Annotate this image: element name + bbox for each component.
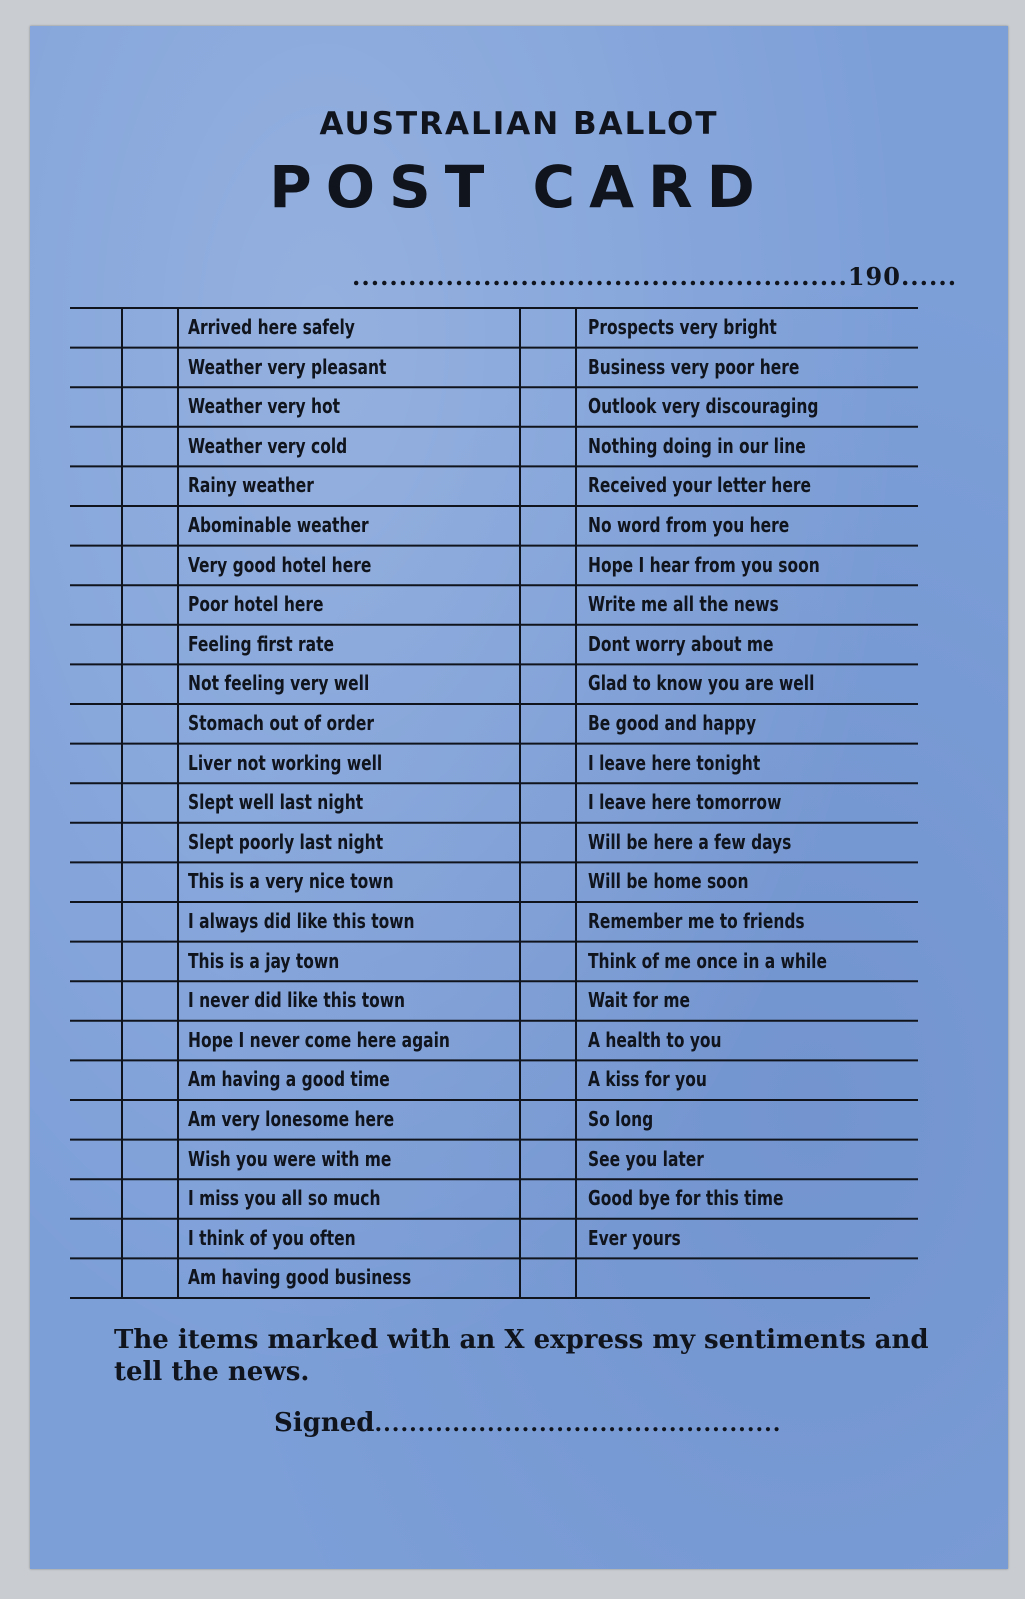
right-item-18: Wait for me xyxy=(588,988,690,1013)
right-item-5: Received your letter here xyxy=(588,473,811,498)
left-item-21: Am very lonesome here xyxy=(188,1107,395,1131)
left-checkbox-11[interactable] xyxy=(122,704,178,744)
left-item-20: Am having a good time xyxy=(188,1067,390,1092)
right-item-6: No word from you here xyxy=(588,513,790,537)
right-item-4: Nothing doing in our line xyxy=(588,433,806,458)
right-checkbox-1[interactable] xyxy=(520,308,576,348)
right-item-7: Hope I hear from you soon xyxy=(588,552,820,577)
right-checkbox-18[interactable] xyxy=(520,981,576,1021)
right-checkbox-20[interactable] xyxy=(520,1060,576,1100)
right-item-15: Will be home soon xyxy=(588,869,749,894)
right-checkbox-17[interactable] xyxy=(520,942,576,982)
right-checkbox-23[interactable] xyxy=(520,1179,576,1219)
card-heading-line2: POST CARD xyxy=(269,153,769,221)
right-checkbox-4[interactable] xyxy=(520,427,576,467)
left-checkbox-12[interactable] xyxy=(122,744,178,784)
left-item-15: This is a very nice town xyxy=(188,869,394,894)
left-item-1: Arrived here safely xyxy=(188,315,355,339)
right-item-19: A health to you xyxy=(588,1027,722,1052)
right-checkbox-16[interactable] xyxy=(520,902,576,942)
left-checkbox-24[interactable] xyxy=(122,1219,178,1259)
left-checkbox-14[interactable] xyxy=(122,823,178,863)
right-item-21: So long xyxy=(588,1107,654,1131)
left-item-2: Weather very pleasant xyxy=(188,354,387,379)
right-checkbox-6[interactable] xyxy=(520,506,576,546)
signed-label: Signed xyxy=(274,1408,375,1438)
left-item-10: Not feeling very well xyxy=(188,671,370,696)
left-checkbox-19[interactable] xyxy=(122,1021,178,1061)
left-checkbox-5[interactable] xyxy=(122,466,178,506)
left-item-14: Slept poorly last night xyxy=(188,829,384,854)
right-checkbox-12[interactable] xyxy=(520,744,576,784)
date-line: .....................................................190...... xyxy=(352,262,958,291)
left-checkbox-1[interactable] xyxy=(122,308,178,348)
right-checkbox-21[interactable] xyxy=(520,1100,576,1140)
left-checkbox-3[interactable] xyxy=(122,387,178,427)
right-item-11: Be good and happy xyxy=(588,711,757,735)
left-item-4: Weather very cold xyxy=(188,433,348,458)
right-item-1: Prospects very bright xyxy=(588,315,777,339)
left-checkbox-16[interactable] xyxy=(122,902,178,942)
right-checkbox-14[interactable] xyxy=(520,823,576,863)
card-heading-line1: AUSTRALIAN BALLOT xyxy=(319,106,719,142)
right-checkbox-22[interactable] xyxy=(520,1140,576,1180)
right-item-3: Outlook very discouraging xyxy=(588,394,819,419)
left-checkbox-9[interactable] xyxy=(122,625,178,665)
left-checkbox-13[interactable] xyxy=(122,783,178,823)
left-item-3: Weather very hot xyxy=(188,394,341,419)
left-checkbox-22[interactable] xyxy=(122,1140,178,1180)
footer-statement: The items marked with an X express my sentiments and tell the news. xyxy=(114,1325,929,1387)
left-item-24: I think of you often xyxy=(188,1225,356,1250)
left-item-18: I never did like this town xyxy=(188,988,406,1013)
right-item-9: Dont worry about me xyxy=(588,631,774,656)
left-item-13: Slept well last night xyxy=(188,790,364,815)
left-item-6: Abominable weather xyxy=(188,513,369,537)
right-item-24: Ever yours xyxy=(588,1225,681,1250)
right-checkbox-2[interactable] xyxy=(520,348,576,388)
left-checkbox-10[interactable] xyxy=(122,664,178,704)
right-item-22: See you later xyxy=(588,1146,704,1171)
signature-dots: ............................................... xyxy=(374,1411,782,1437)
postcard xyxy=(30,26,1008,1569)
left-checkbox-8[interactable] xyxy=(122,585,178,625)
left-checkbox-2[interactable] xyxy=(122,348,178,388)
left-item-12: Liver not working well xyxy=(188,750,383,775)
right-item-20: A kiss for you xyxy=(588,1067,707,1092)
left-checkbox-23[interactable] xyxy=(122,1179,178,1219)
left-item-5: Rainy weather xyxy=(188,473,314,498)
left-checkbox-20[interactable] xyxy=(122,1060,178,1100)
right-item-16: Remember me to friends xyxy=(588,909,805,933)
right-item-12: I leave here tonight xyxy=(588,750,761,775)
left-item-7: Very good hotel here xyxy=(188,552,372,577)
right-item-10: Glad to know you are well xyxy=(588,671,815,696)
left-checkbox-18[interactable] xyxy=(122,981,178,1021)
right-checkbox-19[interactable] xyxy=(520,1021,576,1061)
right-checkbox-7[interactable] xyxy=(520,546,576,586)
left-item-9: Feeling first rate xyxy=(188,631,335,656)
signature-line[interactable] xyxy=(274,1408,781,1438)
right-item-14: Will be here a few days xyxy=(588,829,792,854)
right-checkbox-8[interactable] xyxy=(520,585,576,625)
left-item-11: Stomach out of order xyxy=(188,711,374,735)
right-item-23: Good bye for this time xyxy=(588,1186,784,1211)
left-checkbox-6[interactable] xyxy=(122,506,178,546)
left-item-8: Poor hotel here xyxy=(188,592,324,617)
right-checkbox-5[interactable] xyxy=(520,466,576,506)
left-item-19: Hope I never come here again xyxy=(188,1027,450,1052)
left-item-23: I miss you all so much xyxy=(188,1186,381,1211)
left-checkbox-25[interactable] xyxy=(122,1258,178,1298)
left-checkbox-17[interactable] xyxy=(122,942,178,982)
right-checkbox-15[interactable] xyxy=(520,862,576,902)
left-item-16: I always did like this town xyxy=(188,909,415,933)
left-checkbox-21[interactable] xyxy=(122,1100,178,1140)
left-item-22: Wish you were with me xyxy=(188,1146,392,1171)
left-checkbox-7[interactable] xyxy=(122,546,178,586)
right-checkbox-3[interactable] xyxy=(520,387,576,427)
right-checkbox-10[interactable] xyxy=(520,664,576,704)
right-item-2: Business very poor here xyxy=(588,354,800,379)
left-item-25: Am having good business xyxy=(188,1265,412,1290)
right-item-17: Think of me once in a while xyxy=(588,948,827,973)
left-item-17: This is a jay town xyxy=(188,948,340,973)
right-checkbox-11[interactable] xyxy=(520,704,576,744)
right-item-13: I leave here tomorrow xyxy=(588,790,782,815)
right-checkbox-24[interactable] xyxy=(520,1219,576,1259)
right-checkbox-9[interactable] xyxy=(520,625,576,665)
left-checkbox-4[interactable] xyxy=(122,427,178,467)
right-checkbox-13[interactable] xyxy=(520,783,576,823)
left-checkbox-15[interactable] xyxy=(122,862,178,902)
right-item-8: Write me all the news xyxy=(588,592,779,617)
